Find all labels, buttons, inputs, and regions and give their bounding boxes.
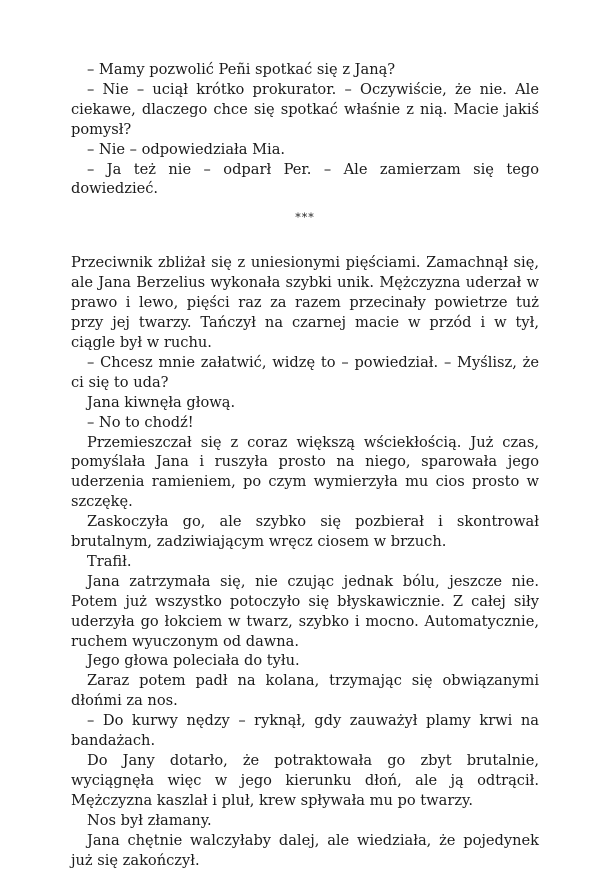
paragraph: Przeciwnik zbliżał się z uniesionymi pięściami. Zamachnął się, ale Jana Berzelius wykonała szybki unik. Mężczyzna uderzał w prawo i lewo, pięści raz za razem przecinały powietrze tuż przy jej twarzy. Tańczył na czarnej macie w przód i w tył, ciągle był w ruchu. [71,254,539,351]
paragraph: Do Jany dotarło, że potraktowała go zbyt brutalnie, wyciągnęła więc w jego kierunku dłoń, ale ją odtrącił. Mężczyzna kaszlał i pluł, krew spływała mu po twarzy. [71,752,539,809]
paragraph: Nos był złamany. [87,811,212,829]
paragraph: Trafił. [87,552,132,570]
paragraph: Jana chętnie walczyłaby dalej, ale wiedziała, że pojedynek już się zakończył. [71,831,539,869]
paragraph: Zaraz potem padł na kolana, trzymając się obwiązanymi dłońmi za nos. [71,672,539,710]
fight-section [71,253,539,870]
paragraph: – Chcesz mnie załatwić, widzę to – powiedział. – Myślisz, że ci się to uda? [71,353,539,391]
paragraph: Jego głowa poleciała do tyłu. [87,652,300,670]
paragraph: – Do kurwy nędzy – ryknął, gdy zauważył plamy krwi na bandażach. [71,712,539,750]
dialogue-section [71,60,539,199]
paragraph: – Nie – odpowiedziała Mia. [87,140,286,158]
paragraph: – Mamy pozwolić Peñi spotkać się z Janą? [87,61,396,78]
paragraph: – Nie – uciął krótko prokurator. – Oczywiście, że nie. Ale ciekawe, dlaczego chce się spotkać właśnie z nią. Macie jakiś pomysł? [71,80,539,138]
paragraph: Zaskoczyła go, ale szybko się pozbierał i skontrował brutalnym, zadziwiającym wręcz ciosem w brzuch. [71,513,539,551]
paragraph: Jana kiwnęła głową. [87,393,236,411]
section-separator: *** [295,211,315,225]
paragraph: – Ja też nie – odparł Per. – Ale zamierzam się tego dowiedzieć. [71,160,539,198]
book-page [71,60,539,870]
paragraph: Jana zatrzymała się, nie czując jednak bólu, jeszcze nie. Potem już wszystko potoczyło się błyskawicznie. Z całej siły uderzyła go łokciem w twarz, szybko i mocno. Automatycznie, ruchem wyuczonym od dawna. [71,572,539,650]
paragraph: Przemieszczał się z coraz większą wściekłością. Już czas, pomyślała Jana i ruszyła prosto na niego, sparowała jego uderzenia ramieniem, po czym wymierzyła mu cios prosto w szczękę. [71,433,539,511]
paragraph: – No to chodź! [87,413,194,431]
